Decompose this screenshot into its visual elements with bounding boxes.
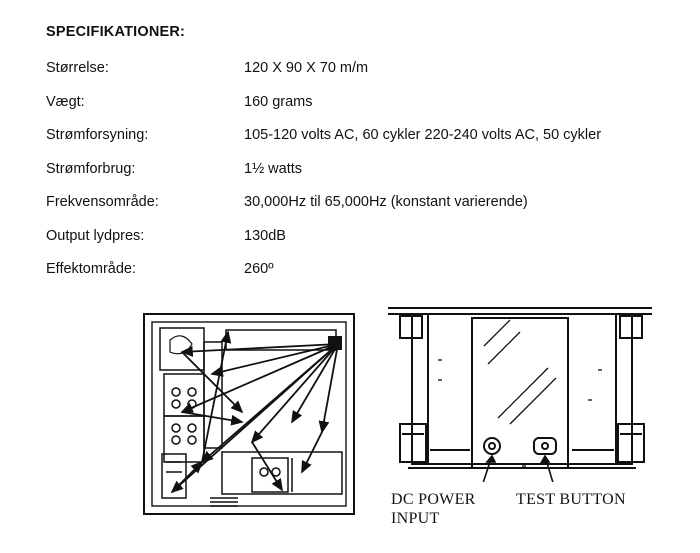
- spec-label: Strømforbrug:: [46, 160, 136, 177]
- dc-power-input-caption: [391, 490, 476, 528]
- spec-label: Vægt:: [46, 93, 85, 110]
- spec-table: [46, 60, 666, 295]
- spec-row: [46, 94, 666, 128]
- spec-row: [46, 60, 666, 94]
- page-title: SPECIFIKATIONER:: [46, 24, 186, 40]
- spec-label: Strømforsyning:: [46, 127, 149, 143]
- spec-row: [46, 228, 666, 262]
- room-coverage-diagram: [142, 312, 360, 518]
- spec-value: 1½ watts: [244, 160, 303, 177]
- spec-row: [46, 127, 666, 161]
- spec-label: Effektområde:: [46, 261, 137, 277]
- spec-row: [46, 161, 666, 195]
- device-front-diagram: [388, 300, 656, 482]
- caption-line: DC POWER: [391, 491, 476, 508]
- spec-value: 30,000Hz til 65,000Hz (konstant varierende): [244, 194, 528, 210]
- spec-label: Frekvensområde:: [46, 194, 159, 210]
- spec-value: 160 grams: [244, 93, 313, 110]
- spec-row: [46, 194, 666, 228]
- spec-label: Størrelse:: [46, 60, 109, 76]
- spec-value: 120 X 90 X 70 m/m: [244, 60, 369, 76]
- spec-row: [46, 261, 666, 295]
- spec-label: Output lydpres:: [46, 227, 145, 244]
- spec-value: 260º: [244, 261, 274, 277]
- caption-line: INPUT: [391, 510, 440, 527]
- test-button-caption: TEST BUTTON: [516, 491, 626, 508]
- spec-value: 130dB: [244, 227, 286, 244]
- spec-value: 105-120 volts AC, 60 cykler 220-240 volts AC, 50 cykler: [244, 127, 602, 143]
